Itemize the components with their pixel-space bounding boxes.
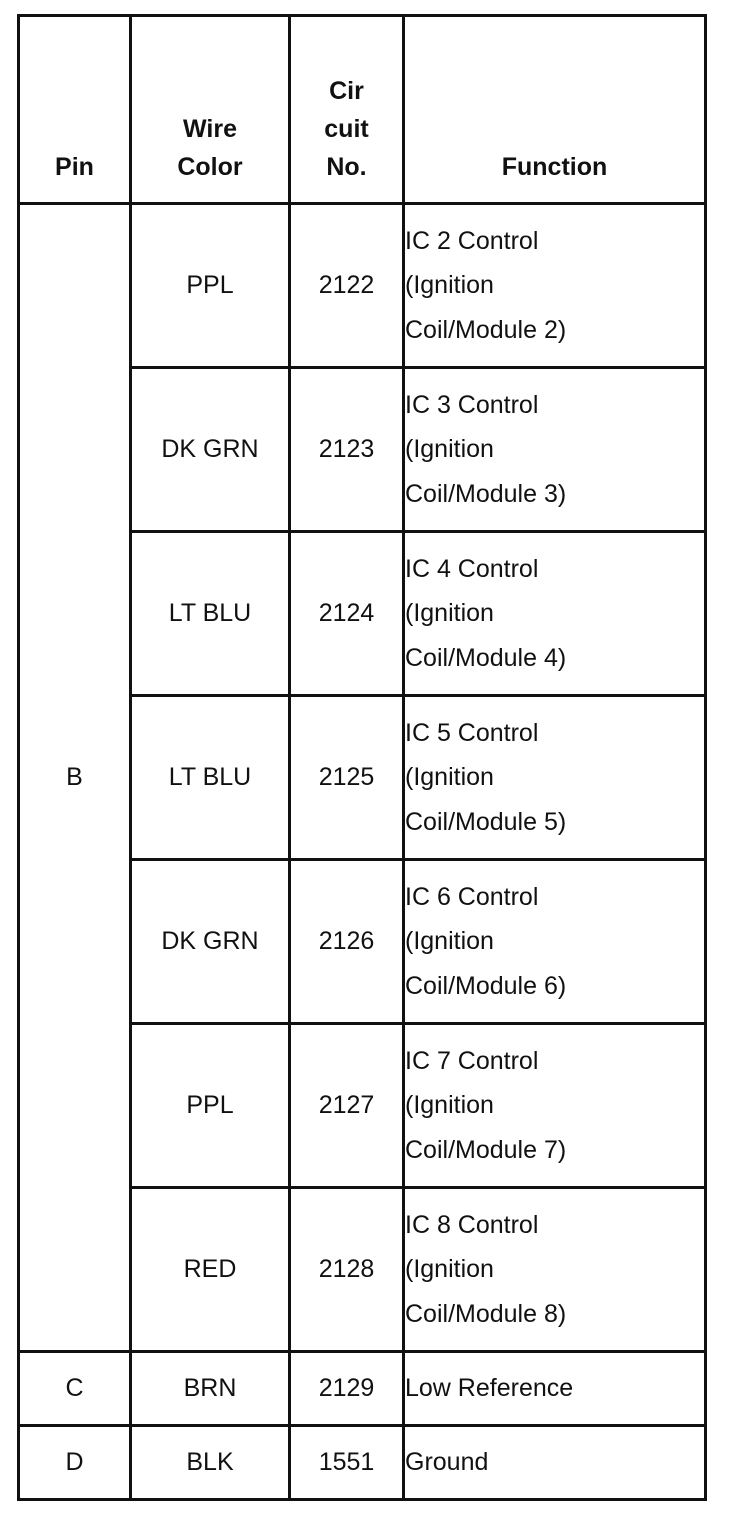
function-cell: IC 2 Control (Ignition Coil/Module 2) bbox=[404, 204, 706, 368]
circuit-cell: 2125 bbox=[290, 696, 404, 860]
function-cell: Ground bbox=[404, 1426, 706, 1500]
table-row bbox=[19, 1352, 706, 1426]
header-row bbox=[19, 16, 706, 204]
header-pin: Pin bbox=[19, 16, 131, 204]
circuit-cell: 2126 bbox=[290, 860, 404, 1024]
function-cell: IC 5 Control (Ignition Coil/Module 5) bbox=[404, 696, 706, 860]
circuit-cell: 2128 bbox=[290, 1188, 404, 1352]
circuit-cell: 2122 bbox=[290, 204, 404, 368]
wire-color-cell: LT BLU bbox=[131, 696, 290, 860]
function-cell: Low Reference bbox=[404, 1352, 706, 1426]
connector-pinout-table bbox=[17, 14, 707, 1501]
header-function: Function bbox=[404, 16, 706, 204]
wire-color-cell: BRN bbox=[131, 1352, 290, 1426]
table-row bbox=[19, 204, 706, 368]
table-row bbox=[19, 1426, 706, 1500]
circuit-cell: 1551 bbox=[290, 1426, 404, 1500]
wire-color-cell: LT BLU bbox=[131, 532, 290, 696]
wire-color-cell: DK GRN bbox=[131, 368, 290, 532]
header-circuit-no: Cir cuit No. bbox=[290, 16, 404, 204]
pin-cell: C bbox=[19, 1352, 131, 1426]
wire-color-cell: RED bbox=[131, 1188, 290, 1352]
wire-color-cell: PPL bbox=[131, 1024, 290, 1188]
circuit-cell: 2124 bbox=[290, 532, 404, 696]
circuit-cell: 2127 bbox=[290, 1024, 404, 1188]
pin-cell: B bbox=[19, 204, 131, 1352]
function-cell: IC 3 Control (Ignition Coil/Module 3) bbox=[404, 368, 706, 532]
function-cell: IC 7 Control (Ignition Coil/Module 7) bbox=[404, 1024, 706, 1188]
pin-cell: D bbox=[19, 1426, 131, 1500]
function-cell: IC 6 Control (Ignition Coil/Module 6) bbox=[404, 860, 706, 1024]
circuit-cell: 2129 bbox=[290, 1352, 404, 1426]
wire-color-cell: BLK bbox=[131, 1426, 290, 1500]
header-wire-color: Wire Color bbox=[131, 16, 290, 204]
wire-color-cell: PPL bbox=[131, 204, 290, 368]
function-cell: IC 8 Control (Ignition Coil/Module 8) bbox=[404, 1188, 706, 1352]
wire-color-cell: DK GRN bbox=[131, 860, 290, 1024]
circuit-cell: 2123 bbox=[290, 368, 404, 532]
function-cell: IC 4 Control (Ignition Coil/Module 4) bbox=[404, 532, 706, 696]
